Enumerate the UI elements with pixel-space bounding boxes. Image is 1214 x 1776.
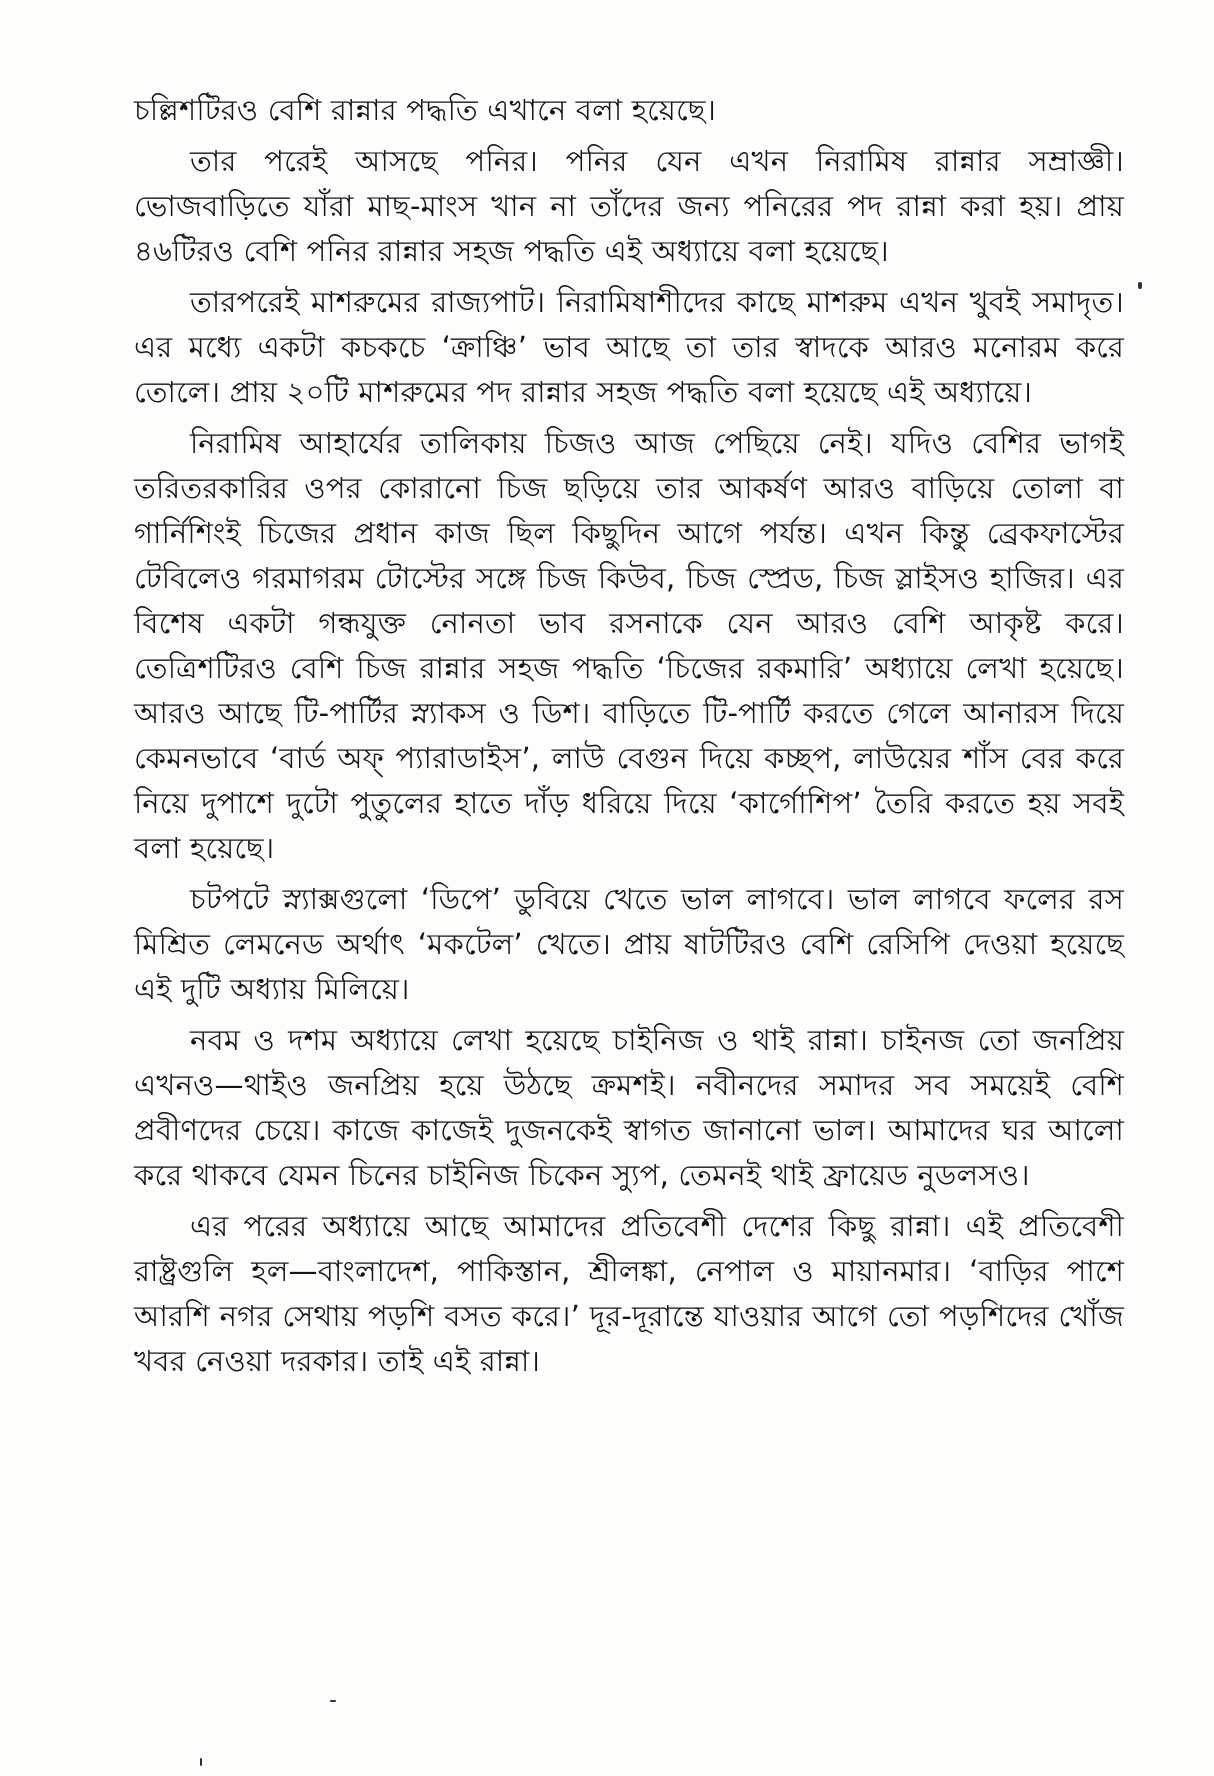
scan-speck: [330, 1700, 336, 1702]
paragraph-continuation: চল্লিশটিরও বেশি রান্নার পদ্ধতি এখানে বলা হয়েছে।: [134, 93, 717, 127]
body-text: [134, 88, 1124, 1390]
paragraph-mushroom: তারপরেই মাশরুমের রাজ্যপাট। নিরামিষাশীদের কাছে মাশরুম এখন খুবই সমাদৃত। এর মধ্যে একটা কচকচে ‘ক্রাঞ্চি’ ভাব আছে তা তার স্বাদকে আরও মনোরম করে তোলে। প্রায় ২০টি মাশরুমের পদ রান্নার সহজ পদ্ধতি বলা হয়েছে এই অধ্যায়ে।: [134, 285, 1124, 409]
paragraph-snacks: চটপটে স্ন্যাক্সগুলো ‘ডিপে’ ডুবিয়ে খেতে ভাল লাগবে। ভাল লাগবে ফলের রস মিশ্রিত লেমনেড অর্থাৎ ‘মকটেল’ খেতে। প্রায় ষাটটিরও বেশি রেসিপি দেওয়া হয়েছে এই দুটি অধ্যায় মিলিয়ে।: [134, 882, 1124, 1006]
paragraph-neighbours: এর পরের অধ্যায়ে আছে আমাদের প্রতিবেশী দেশের কিছু রান্না। এই প্রতিবেশী রাষ্ট্রগুলি হল—বাংলাদেশ, পাকিস্তান, শ্রীলঙ্কা, নেপাল ও মায়ানমার। ‘বাড়ির পাশে আরশি নগর সেথায় পড়শি বসত করে।’ দূর-দূরান্তে যাওয়ার আগে তো পড়শিদের খোঁজ খবর নেওয়া দরকার। তাই এই রান্না।: [134, 1209, 1124, 1378]
paragraph-cheese: নিরামিষ আহার্যের তালিকায় চিজও আজ পেছিয়ে নেই। যদিও বেশির ভাগই তরিতরকারির ওপর কোরানো চিজ ছড়িয়ে তার আকর্ষণ আরও বাড়িয়ে তোলা বা গার্নিশিংই চিজের প্রধান কাজ ছিল কিছুদিন আগে পর্যন্ত। এখন কিন্তু ব্রেকফাস্টের টেবিলেও গরমাগরম টোস্টের সঙ্গে চিজ কিউব, চিজ স্প্রেড, চিজ স্লাইসও হাজির। এর বিশেষ একটা গন্ধযুক্ত নোনতা ভাব রসনাকে যেন আরও বেশি আকৃষ্ট করে। তেত্রিশটিরও বেশি চিজ রান্নার সহজ পদ্ধতি ‘চিজের রকমারি’ অধ্যায়ে লেখা হয়েছে। আরও আছে টি-পার্টির স্ন্যাকস ও ডিশ। বাড়িতে টি-পার্টি করতে গেলে আনারস দিয়ে কেমনভাবে ‘বার্ড অফ্ প্যারাডাইস’, লাউ বেগুন দিয়ে কচ্ছপ, লাউয়ের শাঁস বের করে নিয়ে দুপাশে দুটো পুতুলের হাতে দাঁড় ধরিয়ে দিয়ে ‘কার্গোশিপ’ তৈরি করতে হয় সবই বলা হয়েছে।: [134, 426, 1124, 865]
scan-speck: [200, 1758, 202, 1766]
scan-speck: [1138, 282, 1142, 289]
paragraph-chinese-thai: নবম ও দশম অধ্যায়ে লেখা হয়েছে চাইনিজ ও থাই রান্না। চাইনজ তো জনপ্রিয় এখনও—থাইও জনপ্রিয় হয়ে উঠছে ক্রমশই। নবীনদের সমাদর সব সময়েই বেশি প্রবীণদের চেয়ে। কাজে কাজেই দুজনকেই স্বাগত জানানো ভাল। আমাদের ঘর আলো করে থাকবে যেমন চিনের চাইনিজ চিকেন স্যুপ, তেমনই থাই ফ্রায়েড নুডলসও।: [134, 1023, 1124, 1192]
paragraph-paneer: তার পরেই আসছে পনির। পনির যেন এখন নিরামিষ রান্নার সম্রাজ্ঞী। ভোজবাড়িতে যাঁরা মাছ-মাংস খান না তাঁদের জন্য পনিরের পদ রান্না করা হয়। প্রায় ৪৬টিরও বেশি পনির রান্নার সহজ পদ্ধতি এই অধ্যায়ে বলা হয়েছে।: [134, 144, 1124, 268]
